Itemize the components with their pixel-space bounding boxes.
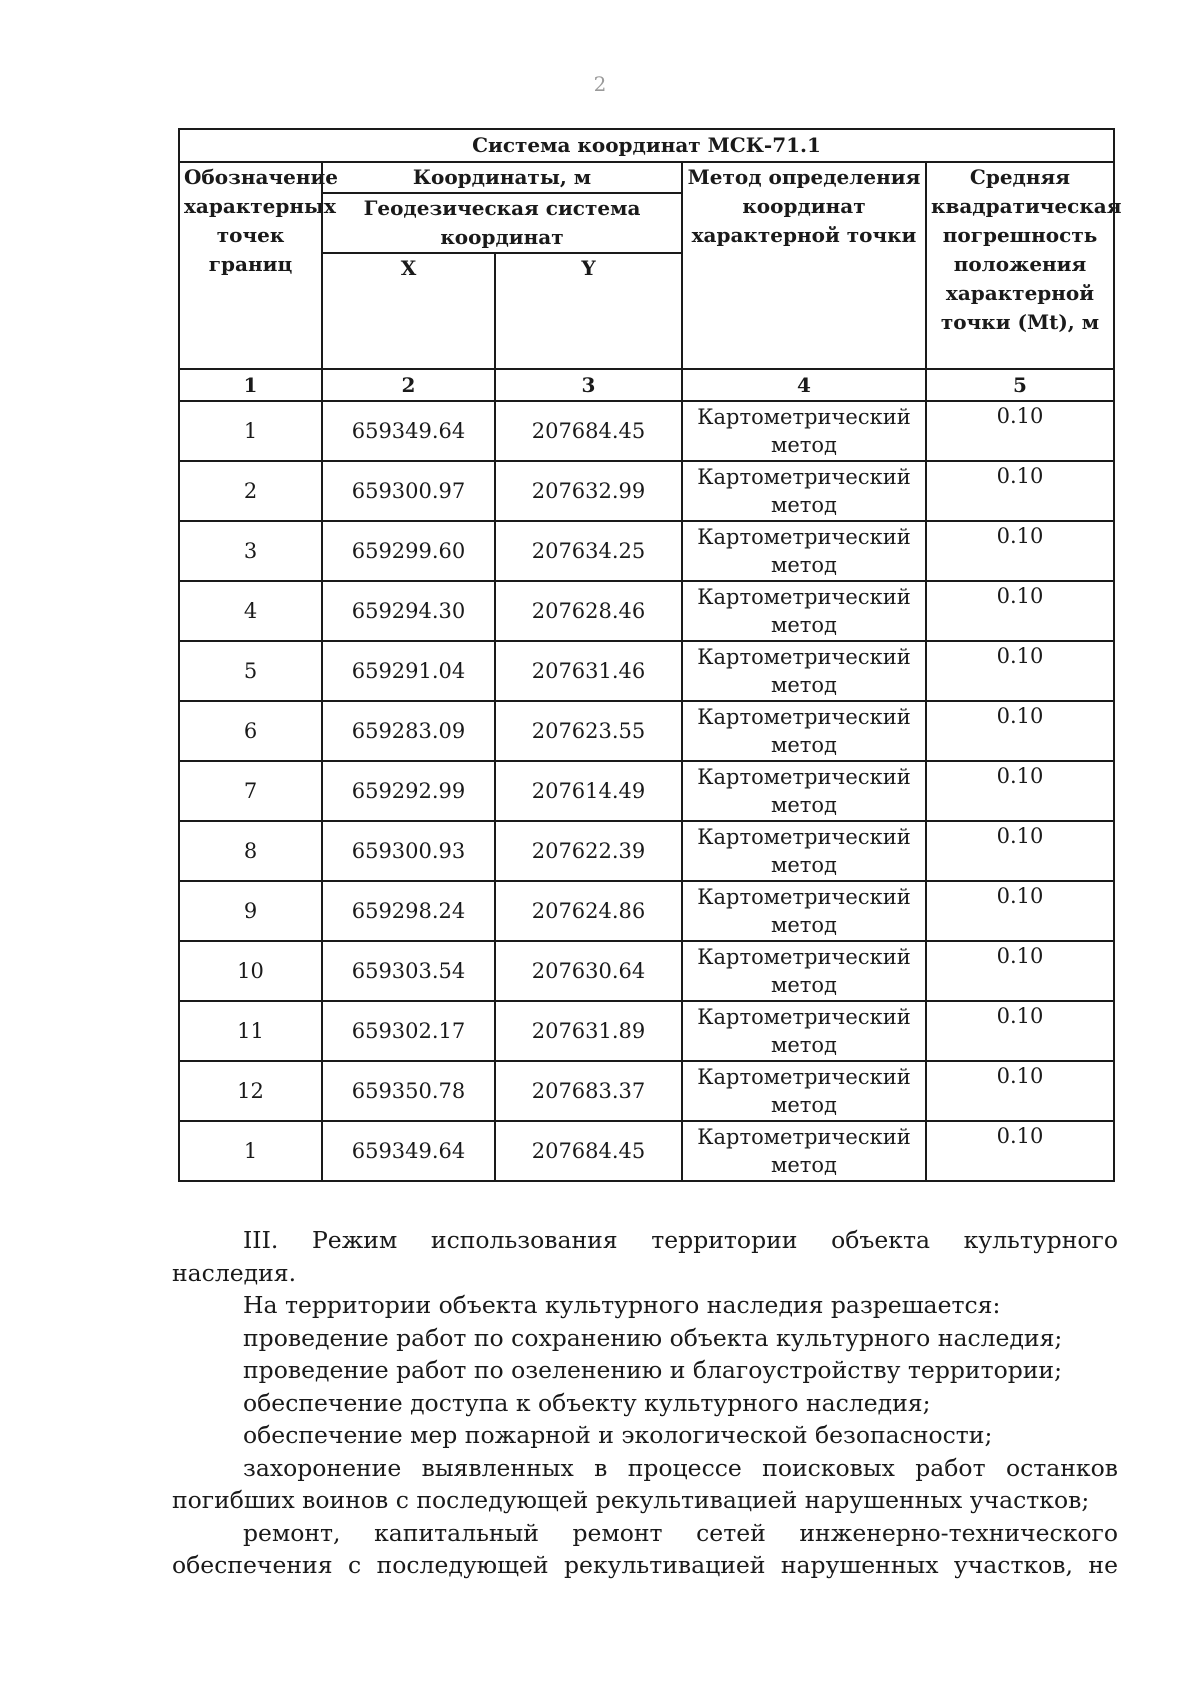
error-value: 0.10 [926,941,1114,1001]
point-number: 1 [179,401,322,461]
coordinate-y: 207684.45 [495,401,682,461]
coordinate-y: 207632.99 [495,461,682,521]
method-cell: Картометрический метод [682,461,926,521]
error-value: 0.10 [926,761,1114,821]
error-value: 0.10 [926,401,1114,461]
column-number: 1 [179,369,322,401]
point-number: 1 [179,1121,322,1181]
table-row [179,581,1114,641]
error-value: 0.10 [926,1061,1114,1121]
column-numbers-row [179,369,1114,401]
table-row [179,941,1114,1001]
column-number: 4 [682,369,926,401]
error-value: 0.10 [926,521,1114,581]
paragraph: проведение работ по озеленению и благоустройству территории; [243,1356,1063,1384]
coordinate-x: 659294.30 [322,581,495,641]
column-number: 5 [926,369,1114,401]
point-number: 5 [179,641,322,701]
header-y: Y [495,253,682,369]
column-number: 2 [322,369,495,401]
coordinate-y: 207623.55 [495,701,682,761]
coordinate-x: 659349.64 [322,1121,495,1181]
point-number: 11 [179,1001,322,1061]
paragraph: обеспечение доступа к объекту культурного наследия; [243,1388,931,1417]
header-designation: Обозначение характерных точек границ [179,162,322,369]
method-cell: Картометрический метод [682,1121,926,1181]
error-value: 0.10 [926,821,1114,881]
paragraph: обеспечение мер пожарной и экологической безопасности; [243,1421,993,1449]
coordinate-y: 207684.45 [495,1121,682,1181]
method-cell: Картометрический метод [682,761,926,821]
header-coordinates: Координаты, м [322,162,682,193]
coordinate-y: 207683.37 [495,1061,682,1121]
coordinate-x: 659349.64 [322,401,495,461]
header-x: X [322,253,495,369]
paragraph: захоронение выявленных в процессе поисковых работ останков погибших воинов с последующей рекультивацией нарушенных участков; [172,1453,1118,1514]
point-number: 4 [179,581,322,641]
method-cell: Картометрический метод [682,701,926,761]
coordinate-x: 659303.54 [322,941,495,1001]
point-number: 7 [179,761,322,821]
paragraph: ремонт, капитальный ремонт сетей инженерно-технического обеспечения с последующей рекультивацией нарушенных участков, не [172,1518,1118,1579]
coordinate-x: 659299.60 [322,521,495,581]
table-row [179,401,1114,461]
method-cell: Картометрический метод [682,941,926,1001]
error-value: 0.10 [926,581,1114,641]
table-row [179,1061,1114,1121]
coordinate-x: 659300.93 [322,821,495,881]
method-cell: Картометрический метод [682,581,926,641]
error-value: 0.10 [926,461,1114,521]
table-row [179,821,1114,881]
coordinate-y: 207628.46 [495,581,682,641]
header-method: Метод определения координат характерной точки [682,162,926,369]
paragraph: проведение работ по сохранению объекта культурного наследия; [243,1323,1063,1352]
point-number: 3 [179,521,322,581]
method-cell: Картометрический метод [682,641,926,701]
coordinate-x: 659291.04 [322,641,495,701]
table-row [179,1121,1114,1181]
method-cell: Картометрический метод [682,1061,926,1121]
error-value: 0.10 [926,1121,1114,1181]
coordinate-x: 659302.17 [322,1001,495,1061]
table-row [179,701,1114,761]
point-number: 9 [179,881,322,941]
point-number: 2 [179,461,322,521]
error-value: 0.10 [926,701,1114,761]
table-row [179,521,1114,581]
point-number: 8 [179,821,322,881]
table-row [179,461,1114,521]
coordinate-y: 207614.49 [495,761,682,821]
method-cell: Картометрический метод [682,521,926,581]
coordinate-system-title: Система координат МСК-71.1 [179,129,1114,162]
paragraph: На территории объекта культурного наследия разрешается: [243,1291,1001,1319]
error-value: 0.10 [926,641,1114,701]
header-error: Средняя квадратическая погрешность положения характерной точки (Mt), м [926,162,1114,369]
method-cell: Картометрический метод [682,881,926,941]
table-row [179,881,1114,941]
error-value: 0.10 [926,881,1114,941]
point-number: 10 [179,941,322,1001]
header-geodetic-system: Геодезическая система координат [322,193,682,253]
regime-text [172,1224,1118,1582]
method-cell: Картометрический метод [682,821,926,881]
coordinate-x: 659292.99 [322,761,495,821]
table-row [179,641,1114,701]
point-number: 6 [179,701,322,761]
coordinate-y: 207631.46 [495,641,682,701]
section-heading: III. Режим использования территории объекта культурного наследия. [172,1226,1118,1287]
coordinate-y: 207622.39 [495,821,682,881]
table-row [179,761,1114,821]
method-cell: Картометрический метод [682,401,926,461]
error-value: 0.10 [926,1001,1114,1061]
coordinate-y: 207624.86 [495,881,682,941]
coordinate-x: 659350.78 [322,1061,495,1121]
coordinate-x: 659300.97 [322,461,495,521]
coordinate-y: 207630.64 [495,941,682,1001]
table-row [179,1001,1114,1061]
coordinate-x: 659283.09 [322,701,495,761]
coordinate-y: 207634.25 [495,521,682,581]
coordinates-table [178,128,1122,1182]
coordinate-y: 207631.89 [495,1001,682,1061]
point-number: 12 [179,1061,322,1121]
coordinate-x: 659298.24 [322,881,495,941]
method-cell: Картометрический метод [682,1001,926,1061]
page-number: 2 [593,72,607,96]
column-number: 3 [495,369,682,401]
